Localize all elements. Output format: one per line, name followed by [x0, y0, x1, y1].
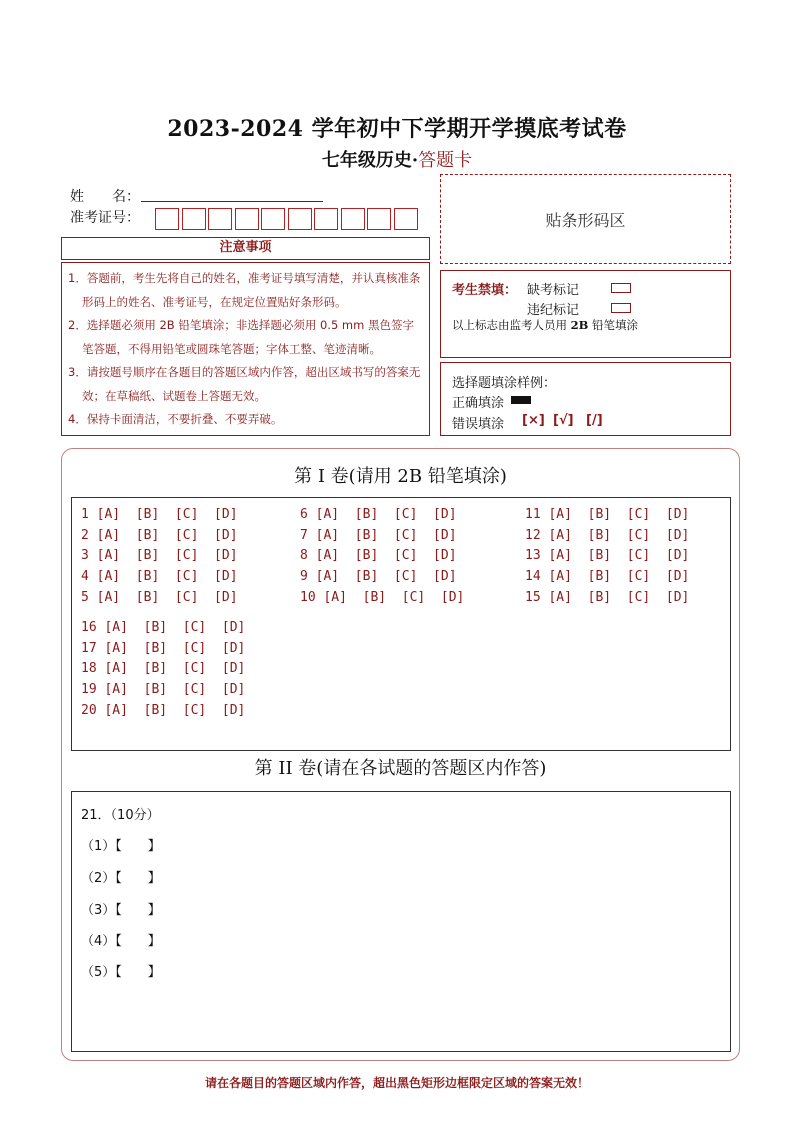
choice-options[interactable]: [A] [B] [C] [D]: [104, 640, 246, 656]
choice-question-row[interactable]: [300, 548, 457, 563]
question-number: 16: [81, 620, 97, 635]
violation-label: 违纪标记: [527, 303, 580, 318]
forbid-note: 以上标志由监考人员用 2B 铅笔填涂: [452, 318, 639, 332]
question-number: 8: [300, 548, 308, 564]
choice-options[interactable]: [A] [B] [C] [D]: [96, 507, 238, 522]
exam-subtitle: [0, 146, 794, 172]
choice-options[interactable]: [A] [B] [C] [D]: [548, 589, 690, 605]
id-digit-box[interactable]: [155, 208, 179, 230]
notice-item: 1．答题前，考生先将自己的姓名，准考证号填写清楚，并认真核准条形码上的姓名、准考证号，在规定位置贴好条形码。: [68, 271, 421, 309]
choice-question-row[interactable]: [81, 590, 238, 605]
part1-title: 第 I 卷(请用 2B 铅笔填涂): [294, 466, 507, 487]
choice-question-row[interactable]: [525, 507, 689, 522]
wrong-mark: [√]: [553, 413, 574, 428]
question-number: 12: [525, 527, 541, 543]
question-number: 13: [525, 548, 541, 564]
id-label: 准考证号：: [70, 210, 140, 226]
question-number: 1: [81, 507, 89, 522]
subtitle-main: 七年级历史·: [321, 150, 419, 171]
part2-title: 第 II 卷(请在各试题的答题区内作答): [254, 758, 547, 779]
exam-title: 2023-2024 学年初中下学期开学摸底考试卷: [167, 116, 627, 142]
id-digit-box[interactable]: [235, 208, 259, 230]
choice-options[interactable]: [A] [B] [C] [D]: [548, 507, 690, 522]
id-digit-box[interactable]: [314, 208, 338, 230]
question-number: 3: [81, 548, 89, 564]
id-digit-box[interactable]: [288, 208, 312, 230]
choice-question-row[interactable]: [525, 548, 689, 563]
notice-title: 注意事项: [61, 237, 430, 260]
choice-options[interactable]: [A] [B] [C] [D]: [548, 548, 690, 564]
id-digit-box[interactable]: [208, 208, 232, 230]
barcode-area: [440, 174, 731, 264]
question-number: 10: [300, 589, 316, 605]
wrong-mark: [/]: [586, 413, 603, 428]
choice-options[interactable]: [A] [B] [C] [D]: [96, 548, 238, 564]
question-number: 17: [81, 640, 97, 656]
barcode-label: 贴条形码区: [545, 210, 626, 230]
choice-question-row[interactable]: [300, 569, 457, 584]
wrong-mark: [×]: [522, 413, 545, 428]
choice-options[interactable]: [A] [B] [C] [D]: [315, 569, 457, 585]
question-number: 18: [81, 661, 97, 677]
sample-label: 选择题填涂样例：: [452, 376, 557, 391]
examinee-forbid-box: [440, 270, 731, 358]
id-digit-box[interactable]: [341, 208, 365, 230]
choice-options[interactable]: [A] [B] [C] [D]: [315, 548, 457, 564]
question-number: 19: [81, 682, 97, 698]
sub-answer[interactable]: （2）【 】: [81, 871, 161, 886]
id-digit-box[interactable]: [367, 208, 391, 230]
choice-question-row[interactable]: [81, 528, 238, 543]
choice-question-row[interactable]: [525, 528, 689, 543]
choice-question-row[interactable]: [525, 569, 689, 584]
question-number: 11: [525, 507, 541, 522]
question-number: 9: [300, 569, 308, 585]
question-21-label: 21．（10分）: [81, 808, 160, 823]
fill-sample-box: [440, 362, 731, 436]
choice-options[interactable]: [A] [B] [C] [D]: [315, 527, 457, 543]
choice-options[interactable]: [A] [B] [C] [D]: [104, 661, 246, 677]
sub-answer[interactable]: （5）【 】: [81, 965, 161, 980]
notice-item: 4．保持卡面清洁，不要折叠、不要弄破。: [68, 412, 283, 426]
footer-warning: 请在各题目的答题区域内作答，超出黑色矩形边框限定区域的答案无效！: [204, 1076, 589, 1090]
choice-options[interactable]: [A] [B] [C] [D]: [315, 507, 457, 522]
choice-question-row[interactable]: [525, 590, 689, 605]
choice-question-row[interactable]: [81, 661, 245, 676]
choice-answer-box: [71, 497, 731, 751]
choice-question-row[interactable]: [300, 590, 464, 605]
question-number: 15: [525, 589, 541, 605]
absent-mark-box[interactable]: [611, 283, 631, 293]
question-number: 4: [81, 569, 89, 585]
forbid-label: 考生禁填：: [452, 283, 518, 298]
choice-options[interactable]: [A] [B] [C] [D]: [104, 682, 246, 698]
choice-question-row[interactable]: [81, 682, 245, 697]
absent-label: 缺考标记: [527, 283, 580, 298]
subtitle-answer-card: 答题卡: [418, 150, 473, 171]
choice-question-row[interactable]: [81, 569, 238, 584]
question-number: 14: [525, 569, 541, 585]
choice-question-row[interactable]: [81, 507, 238, 522]
question-number: 6: [300, 507, 308, 522]
sub-answer[interactable]: （3）【 】: [81, 903, 161, 918]
wrong-fill-label: 错误填涂: [452, 417, 505, 432]
choice-question-row[interactable]: [300, 507, 457, 522]
correct-fill-mark: [511, 396, 531, 404]
choice-options[interactable]: [A] [B] [C] [D]: [96, 589, 238, 605]
essay-answer-box[interactable]: [71, 791, 731, 1052]
violation-mark-box[interactable]: [611, 303, 631, 313]
choice-options[interactable]: [A] [B] [C] [D]: [96, 527, 238, 543]
sub-answer[interactable]: （4）【 】: [81, 934, 161, 949]
choice-options[interactable]: [A] [B] [C] [D]: [96, 569, 238, 585]
choice-options[interactable]: [A] [B] [C] [D]: [104, 702, 246, 718]
id-digit-box[interactable]: [394, 208, 418, 230]
notice-item: 2．选择题必须用 2B 铅笔填涂；非选择题必须用 0.5 mm 黑色签字笔答题，不得用铅笔或圆珠笔答题；字体工整、笔迹清晰。: [68, 318, 414, 356]
choice-question-row[interactable]: [81, 703, 245, 718]
id-digit-box[interactable]: [261, 208, 285, 230]
notice-box: [61, 262, 430, 436]
sub-answer[interactable]: （1）【 】: [81, 839, 161, 854]
choice-options[interactable]: [A] [B] [C] [D]: [548, 527, 690, 543]
correct-fill-label: 正确填涂: [452, 396, 505, 411]
id-digit-box[interactable]: [182, 208, 206, 230]
notice-item: 3．请按题号顺序在各题目的答题区域内作答，超出区域书写的答案无效；在草稿纸、试题卷上答题无效。: [68, 365, 421, 403]
question-number: 2: [81, 527, 89, 543]
name-field[interactable]: [141, 200, 323, 202]
question-number: 20: [81, 702, 97, 718]
choice-question-row[interactable]: [300, 528, 457, 543]
question-number: 5: [81, 589, 89, 605]
question-number: 7: [300, 527, 308, 543]
choice-question-row[interactable]: [81, 548, 238, 563]
choice-question-row[interactable]: [81, 620, 245, 635]
choice-question-row[interactable]: [81, 641, 245, 656]
choice-options[interactable]: [A] [B] [C] [D]: [548, 569, 690, 585]
choice-options[interactable]: [A] [B] [C] [D]: [323, 589, 465, 605]
choice-options[interactable]: [A] [B] [C] [D]: [104, 620, 246, 635]
name-label: 姓 名：: [70, 189, 140, 205]
